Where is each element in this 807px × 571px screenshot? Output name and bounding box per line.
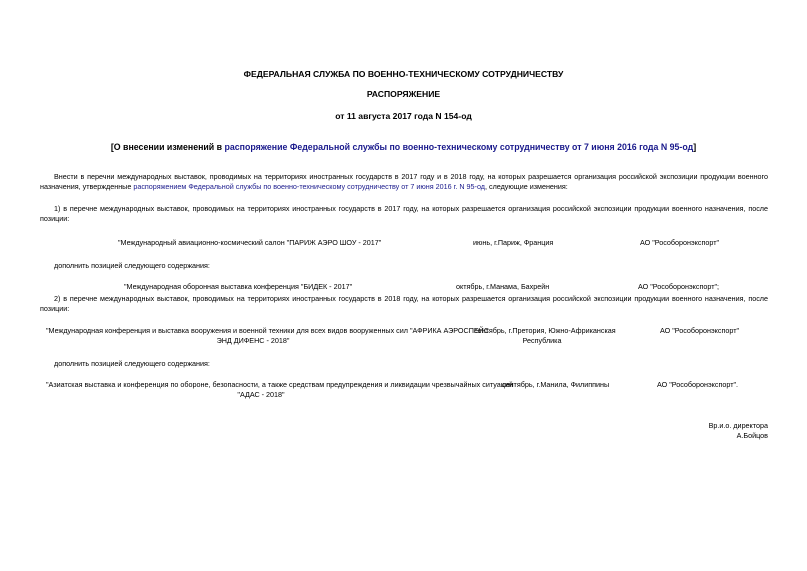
intro-paragraph bbox=[40, 172, 768, 191]
title-referenced-order-link[interactable]: распоряжение Федеральной службы по военно-техническому сотрудничеству от 7 июня 2016 года N 95-од bbox=[224, 142, 694, 152]
exhibition-name bbox=[46, 380, 513, 399]
exhibition-date-place bbox=[474, 326, 616, 345]
document-title bbox=[0, 142, 807, 154]
signature-name: А.Бойцов bbox=[736, 431, 768, 440]
exhibition-date-place-line-1: сентябрь, г.Претория, Южно-Африканская bbox=[474, 326, 616, 335]
exhibition-name: "Международная оборонная выставка конференция "БИДЕК - 2017" bbox=[124, 282, 353, 291]
title-close: ] bbox=[693, 142, 697, 152]
signature-position: Вр.и.о. директора bbox=[708, 421, 768, 430]
exhibition-name bbox=[46, 326, 490, 345]
exhibition-organizer: АО "Рособоронэкспорт" bbox=[660, 326, 740, 335]
supplement-instruction-1: дополнить позицией следующего содержания: bbox=[54, 261, 210, 270]
intro-referenced-order-link[interactable]: распоряжением Федеральной службы по военно-техническому сотрудничеству от 7 июня 2016 г. N 95-од bbox=[133, 181, 485, 191]
exhibition-organizer: АО "Рособоронэкспорт" bbox=[640, 238, 720, 247]
exhibition-date-place: октябрь, г.Манама, Бахрейн bbox=[456, 282, 550, 291]
exhibition-row-paris bbox=[0, 238, 807, 258]
item-2-paragraph: 2) в перечне международных выставок, проводимых на территориях иностранных государств в 2018 году, на которых разрешается организация российской экспозиции продукции военного назначения, после позиции: bbox=[40, 294, 768, 313]
exhibition-date-place: сентябрь, г.Манила, Филиппины bbox=[502, 380, 610, 389]
exhibition-name-line-1: "Азиатская выставка и конференция по обороне, безопасности, а также средствам предупреждения и ликвидации чрезвычайных ситуаций bbox=[46, 380, 513, 389]
exhibition-row-adas bbox=[0, 380, 807, 402]
exhibition-name: "Международный авиационно-космический салон "ПАРИЖ АЭРО ШОУ - 2017" bbox=[118, 238, 382, 247]
title-open: [О внесении изменений в bbox=[110, 142, 225, 152]
exhibition-name-line-2: ЭНД ДИФЕНС - 2018" bbox=[216, 335, 290, 345]
exhibition-date-place: июнь, г.Париж, Франция bbox=[473, 238, 554, 247]
exhibition-row-africa-aerospace bbox=[0, 326, 807, 348]
exhibition-organizer: АО "Рособоронэкспорт". bbox=[657, 380, 739, 389]
intro-text-after: , следующие изменения: bbox=[484, 181, 568, 191]
intro-text-before: Внести в перечни международных выставок, проводимых на территориях иностранных государств в 2017 году и в 2018 году, на которых разрешается организация российской экспозиции продукции военного назначения, утвержденные bbox=[40, 172, 768, 191]
exhibition-name-line-2: "АДАС - 2018" bbox=[237, 389, 285, 399]
agency-name: ФЕДЕРАЛЬНАЯ СЛУЖБА ПО ВОЕННО-ТЕХНИЧЕСКОМУ СОТРУДНИЧЕСТВУ bbox=[243, 69, 564, 79]
exhibition-date-place-line-2: Республика bbox=[522, 335, 562, 345]
exhibition-name-line-1: "Международная конференция и выставка вооружения и военной техники для всех видов вооруженных сил "АФРИКА АЭРОСПЕЙС bbox=[46, 326, 490, 335]
supplement-instruction-2: дополнить позицией следующего содержания: bbox=[54, 359, 210, 368]
item-1-paragraph: 1) в перечне международных выставок, проводимых на территориях иностранных государств в 2017 году, на которых разрешается организация российской экспозиции продукции военного назначения, после позиции: bbox=[40, 204, 768, 223]
document-date: от 11 августа 2017 года N 154-од bbox=[335, 111, 472, 121]
document-type: РАСПОРЯЖЕНИЕ bbox=[366, 89, 441, 99]
exhibition-organizer: АО "Рособоронэкспорт"; bbox=[638, 282, 720, 291]
